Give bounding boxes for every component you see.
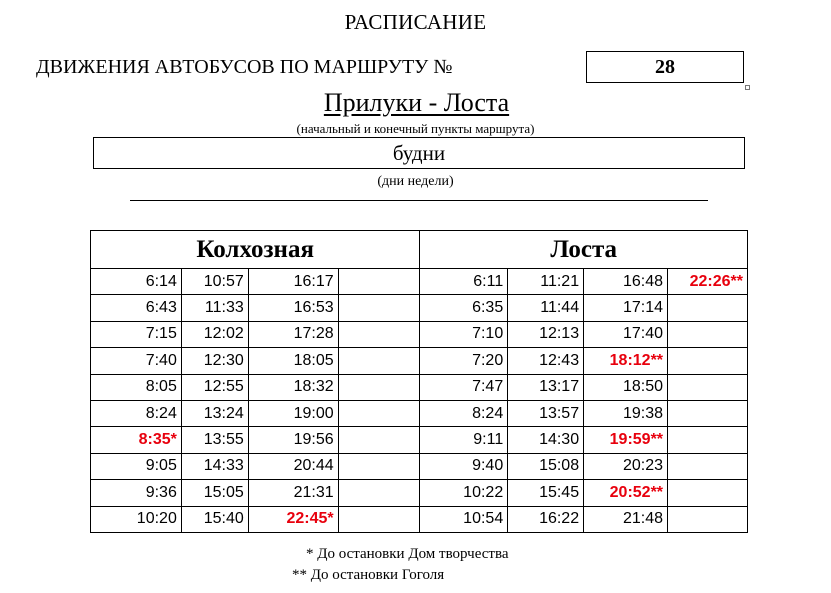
time-cell: 12:43	[508, 348, 584, 374]
time-cell: 9:11	[420, 427, 508, 453]
time-cell: 21:48	[584, 506, 668, 532]
time-cell: 16:22	[508, 506, 584, 532]
time-cell	[668, 506, 748, 532]
time-cell: 14:30	[508, 427, 584, 453]
time-cell	[338, 321, 420, 347]
time-cell: 15:40	[181, 506, 248, 532]
schedule-body	[91, 269, 748, 533]
table-row	[91, 400, 748, 426]
time-cell	[338, 506, 420, 532]
time-cell	[338, 348, 420, 374]
footnote-one-star: * До остановки Дом творчества	[306, 546, 509, 562]
route-name-text: Прилуки - Лоста	[323, 88, 510, 117]
time-cell: 19:38	[584, 400, 668, 426]
time-cell: 7:15	[91, 321, 182, 347]
time-cell: 6:43	[91, 295, 182, 321]
time-cell: 6:14	[91, 269, 182, 295]
schedule-table	[90, 230, 748, 533]
time-cell: 10:57	[181, 269, 248, 295]
table-row	[91, 480, 748, 506]
time-cell: 11:33	[181, 295, 248, 321]
route-subtitle: ДВИЖЕНИЯ АВТОБУСОВ ПО МАРШРУТУ №	[36, 56, 453, 78]
time-cell: 11:21	[508, 269, 584, 295]
time-cell	[668, 453, 748, 479]
time-cell: 7:20	[420, 348, 508, 374]
divider-line	[130, 200, 708, 201]
time-cell: 18:32	[248, 374, 338, 400]
table-row	[91, 295, 748, 321]
time-cell: 9:36	[91, 480, 182, 506]
stop-name-kolkhoznaya: Колхозная	[91, 231, 420, 269]
time-cell: 8:24	[420, 400, 508, 426]
table-row	[91, 321, 748, 347]
time-cell: 17:14	[584, 295, 668, 321]
time-cell	[668, 400, 748, 426]
time-cell: 10:20	[91, 506, 182, 532]
time-cell: 20:52**	[584, 480, 668, 506]
table-row	[91, 348, 748, 374]
time-cell	[338, 269, 420, 295]
time-cell: 16:53	[248, 295, 338, 321]
time-cell: 10:22	[420, 480, 508, 506]
time-cell: 19:59**	[584, 427, 668, 453]
time-cell: 21:31	[248, 480, 338, 506]
table-row	[91, 506, 748, 532]
time-cell	[668, 374, 748, 400]
time-cell	[338, 453, 420, 479]
days-caption: (дни недели)	[377, 174, 454, 189]
time-cell: 22:26**	[668, 269, 748, 295]
time-cell: 13:55	[181, 427, 248, 453]
stop-name-losta: Лоста	[420, 231, 748, 269]
time-cell: 7:10	[420, 321, 508, 347]
time-cell	[338, 480, 420, 506]
time-cell: 10:54	[420, 506, 508, 532]
time-cell: 9:40	[420, 453, 508, 479]
time-cell: 8:24	[91, 400, 182, 426]
route-caption: (начальный и конечный пункты маршрута)	[296, 121, 535, 136]
table-row	[91, 427, 748, 453]
time-cell	[668, 427, 748, 453]
time-cell: 12:13	[508, 321, 584, 347]
time-cell: 18:05	[248, 348, 338, 374]
time-cell: 12:02	[181, 321, 248, 347]
time-cell: 20:23	[584, 453, 668, 479]
time-cell: 6:35	[420, 295, 508, 321]
time-cell: 8:05	[91, 374, 182, 400]
time-cell: 15:08	[508, 453, 584, 479]
time-cell: 13:17	[508, 374, 584, 400]
time-cell	[668, 295, 748, 321]
time-cell: 17:28	[248, 321, 338, 347]
time-cell: 7:47	[420, 374, 508, 400]
time-cell	[668, 321, 748, 347]
time-cell: 9:05	[91, 453, 182, 479]
time-cell: 19:00	[248, 400, 338, 426]
time-cell: 19:56	[248, 427, 338, 453]
schedule-title: РАСПИСАНИЕ	[344, 10, 487, 34]
time-cell: 13:57	[508, 400, 584, 426]
time-cell: 14:33	[181, 453, 248, 479]
time-cell: 7:40	[91, 348, 182, 374]
time-cell: 17:40	[584, 321, 668, 347]
table-row	[91, 269, 748, 295]
time-cell: 18:12**	[584, 348, 668, 374]
footnote-two-star: ** До остановки Гоголя	[292, 567, 445, 583]
time-cell: 12:55	[181, 374, 248, 400]
time-cell	[338, 374, 420, 400]
time-cell	[338, 295, 420, 321]
time-cell: 15:45	[508, 480, 584, 506]
time-cell: 16:17	[248, 269, 338, 295]
table-row	[91, 374, 748, 400]
stop-header-row	[91, 231, 748, 269]
time-cell: 8:35*	[91, 427, 182, 453]
route-name	[0, 88, 831, 118]
time-cell	[338, 400, 420, 426]
time-cell: 6:11	[420, 269, 508, 295]
time-cell: 20:44	[248, 453, 338, 479]
time-cell: 18:50	[584, 374, 668, 400]
time-cell: 16:48	[584, 269, 668, 295]
route-number-box: 28	[586, 51, 744, 83]
time-cell: 13:24	[181, 400, 248, 426]
time-cell: 11:44	[508, 295, 584, 321]
time-cell: 15:05	[181, 480, 248, 506]
table-row	[91, 453, 748, 479]
time-cell	[668, 480, 748, 506]
days-box: будни	[93, 137, 745, 169]
time-cell: 12:30	[181, 348, 248, 374]
time-cell: 22:45*	[248, 506, 338, 532]
time-cell	[338, 427, 420, 453]
time-cell	[668, 348, 748, 374]
